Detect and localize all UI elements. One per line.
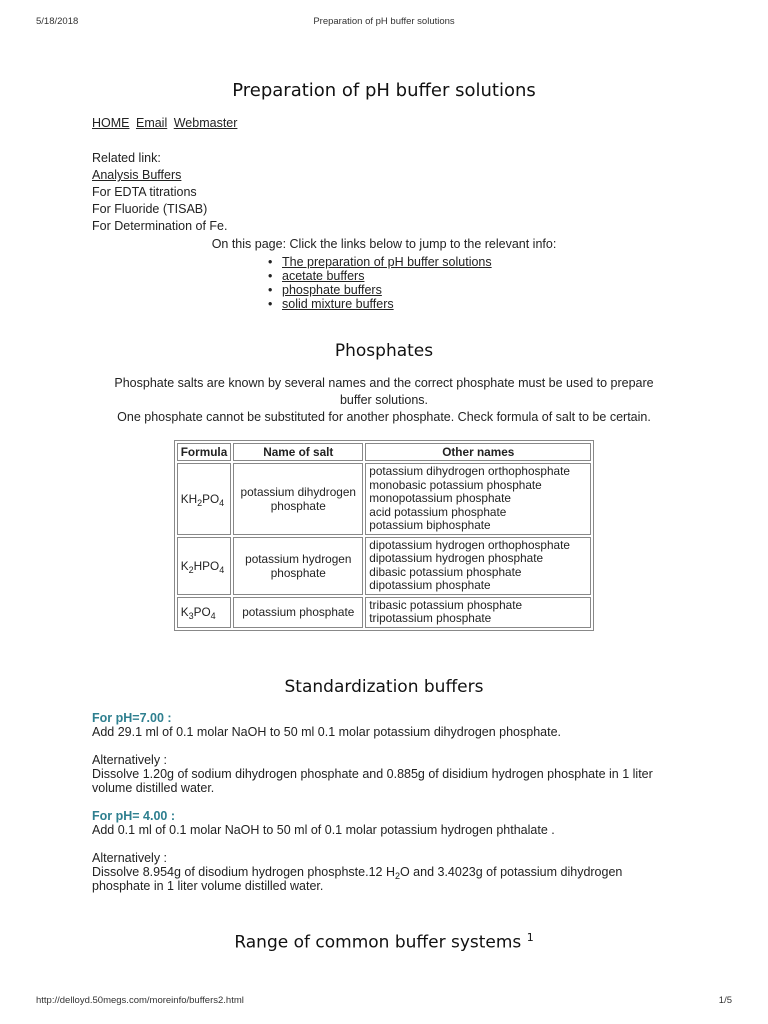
standardization-heading: Standardization buffers	[284, 676, 484, 697]
salt-name-cell: potassium dihydrogen phosphate	[233, 463, 363, 535]
related-line: For EDTA titrations	[92, 185, 197, 199]
table-row	[177, 597, 592, 628]
phosphates-heading: Phosphates	[334, 341, 434, 361]
jump-intro: On this page: Click the links below to jump to the relevant info:	[211, 237, 557, 251]
toc-item	[282, 283, 542, 297]
ph7-text: Add 29.1 ml of 0.1 molar NaOH to 50 ml 0.1 molar potassium dihydrogen phosphate.	[92, 724, 562, 739]
page-content	[92, 80, 676, 952]
toc-item	[282, 297, 542, 311]
toc-item	[282, 255, 542, 269]
print-url: http://delloyd.50megs.com/moreinfo/buffers2.html	[36, 995, 244, 1006]
ph4-label: For pH= 4.00 :	[92, 808, 176, 823]
formula-cell: $KH_2PO_4$	[177, 463, 232, 535]
toc-link-acetate[interactable]: acetate buffers	[282, 269, 365, 283]
email-link[interactable]: Email	[135, 116, 168, 130]
print-header	[0, 16, 768, 30]
related-label: Related link:	[92, 151, 161, 165]
toc-link-preparation[interactable]: The preparation of pH buffer solutions	[282, 255, 492, 269]
related-section	[92, 150, 676, 235]
toc-link-solid-mixture[interactable]: solid mixture buffers	[282, 297, 394, 311]
ph7-label: For pH=7.00 :	[92, 710, 172, 725]
table-row	[177, 463, 592, 535]
column-header-name: Name of salt	[233, 443, 363, 461]
print-title: Preparation of pH buffer solutions	[313, 16, 455, 27]
webmaster-link[interactable]: Webmaster	[173, 116, 238, 130]
toc-item	[282, 269, 542, 283]
home-link[interactable]: HOME	[92, 116, 130, 130]
footnote-marker: 1	[526, 930, 534, 944]
analysis-buffers-link[interactable]: Analysis Buffers	[92, 168, 182, 182]
ph4-alt-text: Dissolve 8.954g of disodium hydrogen phosphste.12 $H_2O$ and 3.4023g of potassium dihydrogen phosphate in 1 liter volume distilled water.	[92, 864, 623, 893]
salt-name-cell: potassium phosphate	[233, 597, 363, 628]
toc-list	[282, 255, 542, 311]
toc-link-phosphate[interactable]: phosphate buffers	[282, 283, 382, 297]
table-header-row	[177, 443, 592, 461]
ph7-alt-text: Dissolve 1.20g of sodium dihydrogen phosphate and 0.885g of disidium hydrogen phosphate in 1 liter volume distilled water.	[92, 766, 653, 795]
other-names-cell: dipotassium hydrogen orthophosphate dipotassium hydrogen phosphate dibasic potassium phosphate dipotassium phosphate	[365, 537, 591, 595]
page-title: Preparation of pH buffer solutions	[232, 80, 536, 101]
formula-cell: $K_3PO_4$	[177, 597, 232, 628]
phosphate-salts-table	[174, 440, 595, 631]
top-nav	[92, 115, 676, 132]
salt-name-cell: potassium hydrogen phosphate	[233, 537, 363, 595]
table-row	[177, 537, 592, 595]
range-heading: Range of common buffer systems $^1$	[234, 930, 534, 953]
ph4-text: Add 0.1 ml of 0.1 molar NaOH to 50 ml of 0.1 molar potassium hydrogen phthalate .	[92, 822, 555, 837]
other-names-cell: potassium dihydrogen orthophosphate monobasic potassium phosphate monopotassium phosphate acid potassium phosphate potassium biphosphate	[365, 463, 591, 535]
related-line: For Determination of Fe.	[92, 219, 228, 233]
print-footer	[0, 995, 768, 1009]
phosphates-para-2: One phosphate cannot be substituted for another phosphate. Check formula of salt to be certain.	[117, 410, 651, 424]
column-header-other: Other names	[365, 443, 591, 461]
formula-cell: $K_2HPO_4$	[177, 537, 232, 595]
standardization-section	[92, 711, 676, 893]
column-header-formula: Formula	[177, 443, 232, 461]
print-date: 5/18/2018	[36, 16, 79, 27]
print-page-number: 1/5	[718, 995, 732, 1006]
phosphates-para-1: Phosphate salts are known by several names and the correct phosphate must be used to prepare buffer solutions.	[114, 376, 654, 407]
alternatively-label: Alternatively :	[92, 752, 168, 767]
other-names-cell: tribasic potassium phosphate tripotassium phosphate	[365, 597, 591, 628]
alternatively-label: Alternatively :	[92, 850, 168, 865]
related-line: For Fluoride (TISAB)	[92, 202, 208, 216]
